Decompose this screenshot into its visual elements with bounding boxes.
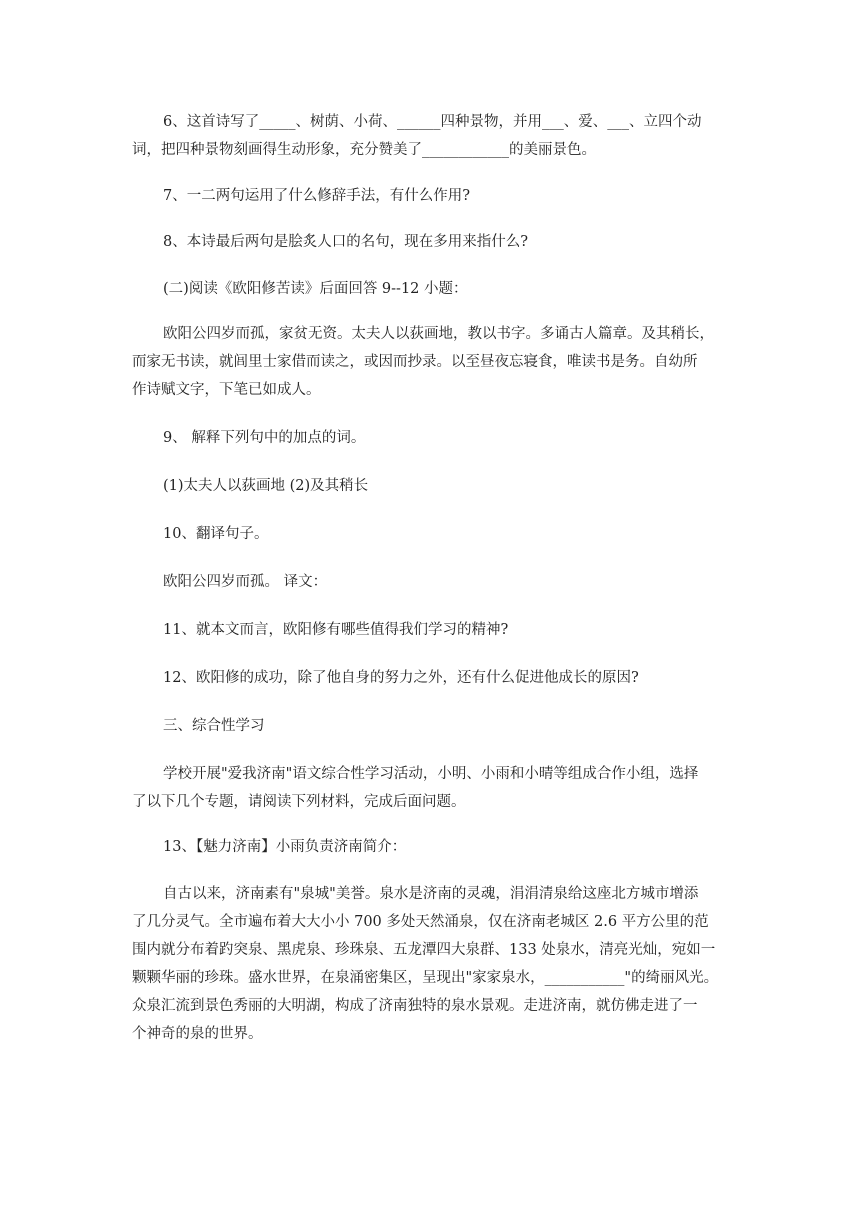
question-8 bbox=[132, 228, 732, 256]
intro-line-1: 学校开展"爱我济南"语文综合性学习活动，小明、小雨和小晴等组成合作小组，选择 bbox=[163, 766, 699, 782]
question-6 bbox=[132, 108, 732, 164]
passage-line-1: 欧阳公四岁而孤，家贫无资。太夫人以荻画地，教以书字。多诵古人篇章。及其稍长， bbox=[163, 326, 714, 342]
reading-passage bbox=[132, 320, 732, 404]
jinan-line-2: 了几分灵气。全市遍布着大大小小 700 多处天然涌泉，仅在济南老城区 2.6 平方公里的范 bbox=[132, 914, 709, 930]
intro-line-2: 了以下几个专题，请阅读下列材料，完成后面问题。 bbox=[132, 794, 466, 810]
question-7-text: 7、一二两句运用了什么修辞手法，有什么作用? bbox=[163, 188, 470, 204]
section-2-text: (二)阅读《欧阳修苦读》后面回答 9--12 小题： bbox=[163, 281, 468, 297]
jinan-passage bbox=[132, 880, 732, 1048]
jinan-line-6: 个神奇的泉的世界。 bbox=[132, 1026, 263, 1042]
question-8-text: 8、本诗最后两句是脍炙人口的名句，现在多用来指什么? bbox=[163, 234, 528, 250]
section-3-text: 三、综合性学习 bbox=[163, 718, 265, 734]
question-12 bbox=[132, 664, 732, 692]
activity-intro bbox=[132, 760, 732, 816]
jinan-line-1: 自古以来，济南素有"泉城"美誉。泉水是济南的灵魂，涓涓清泉给这座北方城市增添 bbox=[163, 886, 699, 902]
passage-line-3: 作诗赋文字，下笔已如成人。 bbox=[132, 382, 321, 398]
question-9-text: 9、 解释下列句中的加点的词。 bbox=[163, 430, 366, 446]
question-10-text: 10、翻译句子。 bbox=[163, 526, 269, 542]
question-10-sentence bbox=[132, 568, 732, 596]
jinan-line-4: 颗颗华丽的珍珠。盛水世界，在泉涌密集区，呈现出"家家泉水，___________"的绮丽风光。 bbox=[132, 970, 719, 986]
question-9-items bbox=[132, 472, 732, 500]
question-10-sentence-text: 欧阳公四岁而孤。 译文： bbox=[163, 574, 328, 590]
question-11 bbox=[132, 616, 732, 644]
question-12-text: 12、欧阳修的成功，除了他自身的努力之外，还有什么促进他成长的原因? bbox=[163, 670, 639, 686]
question-9-items-text: (1)太夫人以荻画地 (2)及其稍长 bbox=[163, 478, 369, 494]
question-9 bbox=[132, 424, 732, 452]
question-6-line-2: 词，把四种景物刻画得生动形象，充分赞美了____________的美丽景色。 bbox=[132, 142, 596, 158]
question-6-line-1: 6、这首诗写了_____、树荫、小荷、______四种景物，并用___、爱、___、立四个动 bbox=[163, 114, 702, 130]
section-3-heading bbox=[132, 712, 732, 740]
question-7 bbox=[132, 182, 732, 210]
question-11-text: 11、就本文而言，欧阳修有哪些值得我们学习的精神? bbox=[163, 622, 509, 638]
passage-line-2: 而家无书读，就闾里士家借而读之，或因而抄录。以至昼夜忘寝食，唯读书是务。自幼所 bbox=[132, 354, 698, 370]
question-13-text: 13、【魅力济南】小雨负责济南简介： bbox=[163, 839, 407, 855]
question-13 bbox=[132, 833, 732, 861]
jinan-line-3: 围内就分布着趵突泉、黑虎泉、珍珠泉、五龙潭四大泉群、133 处泉水，清亮光灿，宛如一 bbox=[132, 942, 716, 958]
question-10 bbox=[132, 520, 732, 548]
jinan-line-5: 众泉汇流到景色秀丽的大明湖，构成了济南独特的泉水景观。走进济南，就仿佛走进了一 bbox=[132, 998, 698, 1014]
section-2-heading bbox=[132, 275, 732, 303]
